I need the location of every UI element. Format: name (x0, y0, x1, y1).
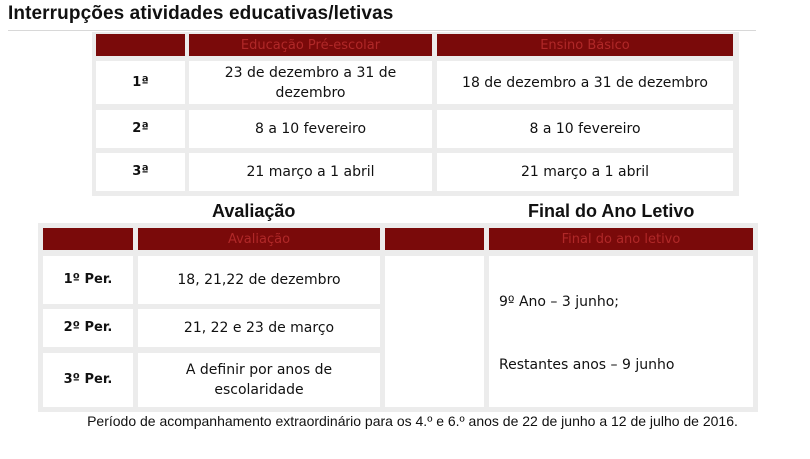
final-year-panel (489, 256, 753, 407)
interruption-basico-value: 8 a 10 fevereiro (437, 110, 733, 148)
interruption-basico-value: 18 de dezembro a 31 de dezembro (437, 61, 733, 104)
evaluation-section-title: Avaliação (212, 201, 296, 221)
page-title: Interrupções atividades educativas/letivas (8, 3, 394, 24)
interruptions-header-blank (96, 34, 185, 56)
final-year-section-title: Final do Ano Letivo (528, 201, 695, 221)
evaluation-value: 18, 21,22 de dezembro (138, 256, 380, 304)
evaluation-header-final-year: Final do ano letivo (489, 228, 753, 250)
evaluation-header-blank (43, 228, 133, 250)
interruption-basico-value: 21 março a 1 abril (437, 153, 733, 191)
interruption-row-label: 3ª (96, 153, 185, 191)
evaluation-table (38, 223, 758, 412)
evaluation-row-label: 1º Per. (43, 256, 133, 304)
interruption-pre-escolar-value: 23 de dezembro a 31 de dezembro (189, 61, 432, 104)
interruption-row-label: 2ª (96, 110, 185, 148)
evaluation-header-blank-2 (385, 228, 484, 250)
interruption-pre-escolar-value: 8 a 10 fevereiro (189, 110, 432, 148)
evaluation-value: A definir por anos de escolaridade (138, 353, 380, 407)
evaluation-row-label: 3º Per. (43, 353, 133, 407)
final-year-restantes: Restantes anos – 9 junho (499, 357, 675, 373)
evaluation-row-label: 2º Per. (43, 309, 133, 347)
footnote: Período de acompanhamento extraordinário para os 4.º e 6.º anos de 22 de junho a 12 de julho de 2016. (87, 413, 738, 429)
evaluation-empty-column (385, 256, 484, 407)
interruption-row-label: 1ª (96, 61, 185, 104)
interruption-pre-escolar-value: 21 março a 1 abril (189, 153, 432, 191)
final-year-9-ano: 9º Ano – 3 junho; (499, 294, 620, 310)
interruptions-header-basico: Ensino Básico (437, 34, 733, 56)
title-divider (8, 30, 756, 31)
evaluation-value: 21, 22 e 23 de março (138, 309, 380, 347)
evaluation-header-avaliacao: Avaliação (138, 228, 380, 250)
interruptions-table (92, 32, 739, 196)
interruptions-header-pre-escolar: Educação Pré-escolar (189, 34, 432, 56)
